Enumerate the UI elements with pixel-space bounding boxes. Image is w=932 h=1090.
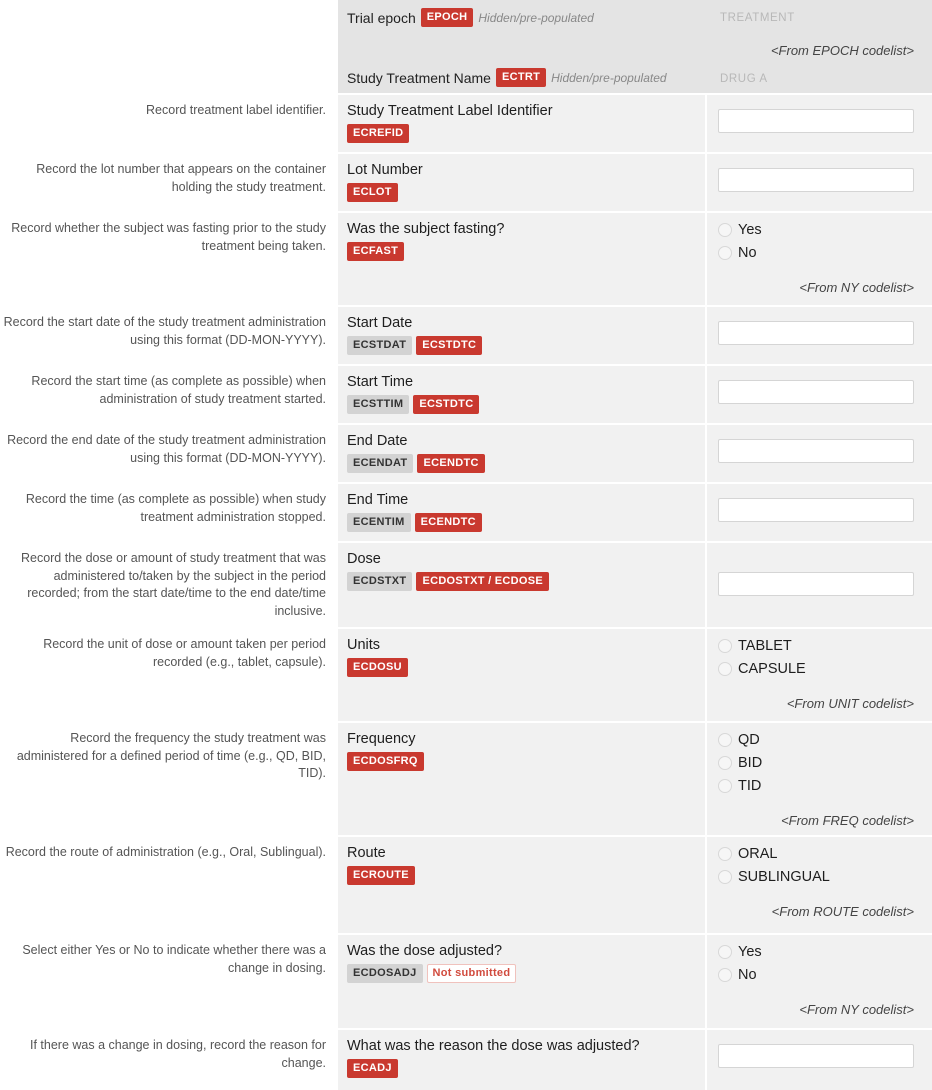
radio-option[interactable] [718, 661, 806, 677]
variable-tags [347, 336, 482, 355]
question-label: End Time [347, 492, 409, 508]
codelist-note: <From NY codelist> [799, 1002, 914, 1017]
variable-tag: ECDOSADJ [347, 964, 423, 983]
radio-button[interactable] [718, 847, 732, 861]
variable-tags [347, 183, 398, 202]
question-label: Units [347, 637, 381, 653]
variable-tag: ECREFID [347, 124, 409, 143]
variable-tag: ECADJ [347, 1059, 398, 1078]
radio-option[interactable] [718, 778, 761, 794]
radio-button[interactable] [718, 756, 732, 770]
help-text: Record whether the subject was fasting prior to the study treatment being taken. [11, 221, 326, 253]
form-row [0, 543, 932, 627]
codelist-note: <From ROUTE codelist> [771, 904, 914, 919]
row-divider [338, 482, 932, 484]
variable-tag: ECDOSTXT / ECDOSE [416, 572, 549, 591]
epoch-codelist: <From EPOCH codelist> [770, 43, 914, 58]
form-row [0, 425, 932, 482]
row-divider [338, 305, 932, 307]
epoch-value: TREATMENT [720, 12, 795, 24]
help-text: If there was a change in dosing, record the reason for change. [29, 1038, 326, 1070]
radio-button[interactable] [718, 779, 732, 793]
variable-tags [347, 513, 482, 532]
radio-option[interactable] [718, 944, 762, 960]
variable-tag: ECROUTE [347, 866, 415, 885]
radio-option-label: Yes [738, 222, 762, 238]
variable-tag: Not submitted [427, 964, 517, 983]
variable-tags [347, 242, 404, 261]
form-row [0, 154, 932, 211]
form-row [0, 95, 932, 152]
help-text: Select either Yes or No to indicate whether there was a change in dosing. [22, 943, 326, 975]
variable-tags [347, 1059, 398, 1078]
treatment-name-value: DRUG A [720, 73, 768, 85]
radio-option[interactable] [718, 245, 757, 261]
text-input[interactable] [718, 380, 914, 404]
text-input[interactable] [718, 498, 914, 522]
radio-option[interactable] [718, 638, 792, 654]
radio-button[interactable] [718, 733, 732, 747]
radio-option-label: No [738, 245, 757, 261]
radio-option-label: Yes [738, 944, 762, 960]
help-text: Record the lot number that appears on the container holding the study treatment. [36, 162, 326, 194]
variable-tag: ECSTDTC [413, 395, 479, 414]
variable-tags [347, 866, 415, 885]
row-divider [338, 1028, 932, 1030]
radio-option-label: BID [738, 755, 763, 771]
question-label: Was the dose adjusted? [347, 943, 503, 959]
variable-tags [347, 454, 485, 473]
epoch-label: Trial epoch [347, 9, 416, 26]
radio-option[interactable] [718, 869, 830, 885]
variable-tag: ECSTDTC [416, 336, 482, 355]
variable-tag: ECSTTIM [347, 395, 409, 414]
help-text: Record the start time (as complete as possible) when administration of study treatment started. [31, 374, 326, 406]
help-text: Record the start date of the study treatment administration using this format (DD-MON-YYYY). [3, 315, 326, 347]
text-input[interactable] [718, 109, 914, 133]
row-divider [338, 93, 932, 95]
row-divider [338, 627, 932, 629]
question-label: Study Treatment Label Identifier [347, 103, 553, 119]
radio-option-label: No [738, 967, 757, 983]
form-row [0, 213, 932, 305]
variable-tag: ECENDAT [347, 454, 413, 473]
help-text: Record treatment label identifier. [146, 103, 326, 117]
help-text: Record the time (as complete as possible) when study treatment administration stopped. [25, 492, 326, 524]
help-text: Record the route of administration (e.g., Oral, Sublingual). [5, 845, 326, 859]
radio-option-label: CAPSULE [738, 661, 806, 677]
form-row [0, 1030, 932, 1090]
variable-tag: ECENDTC [415, 513, 482, 532]
radio-option-label: QD [738, 732, 760, 748]
epoch-tag: EPOCH [421, 8, 474, 27]
radio-option[interactable] [718, 732, 760, 748]
row-divider [338, 835, 932, 837]
variable-tag: ECDOSFRQ [347, 752, 424, 771]
variable-tags [347, 572, 549, 591]
row-divider [338, 721, 932, 723]
radio-option[interactable] [718, 755, 762, 771]
question-label: Frequency [347, 731, 416, 747]
variable-tag: ECFAST [347, 242, 404, 261]
form-row [0, 723, 932, 835]
text-input[interactable] [718, 321, 914, 345]
radio-option[interactable] [718, 967, 757, 983]
form-row [0, 629, 932, 721]
question-label: Route [347, 845, 386, 861]
form-row [0, 837, 932, 933]
question-label: What was the reason the dose was adjusted? [347, 1038, 640, 1054]
radio-option-label: ORAL [738, 846, 778, 862]
radio-option-label: SUBLINGUAL [738, 869, 830, 885]
form-row [0, 935, 932, 1028]
text-input[interactable] [718, 572, 914, 596]
radio-option[interactable] [718, 846, 778, 862]
question-cell [338, 837, 705, 933]
variable-tag: ECSTDAT [347, 336, 412, 355]
text-input[interactable] [718, 439, 914, 463]
radio-option-label: TABLET [738, 638, 792, 654]
radio-option-label: TID [738, 778, 762, 794]
epoch-note: Hidden/pre-populated [478, 10, 594, 25]
form-row [0, 366, 932, 423]
row-divider [338, 933, 932, 935]
variable-tags [347, 658, 408, 677]
treatment-name-field [347, 68, 667, 87]
row-divider [338, 364, 932, 366]
variable-tags [347, 395, 479, 414]
codelist-note: <From UNIT codelist> [786, 696, 914, 711]
epoch-field [347, 8, 594, 27]
variable-tags [347, 964, 516, 983]
radio-button[interactable] [718, 968, 732, 982]
radio-button[interactable] [718, 662, 732, 676]
form-row [0, 307, 932, 364]
treatment-name-note: Hidden/pre-populated [551, 70, 667, 85]
help-text: Record the dose or amount of study treatment that was administered to/taken by the subject in the period recorded; from the start date/time to the end date/time inclusive. [20, 551, 326, 618]
form-row [0, 484, 932, 541]
radio-button[interactable] [718, 246, 732, 260]
question-label: Dose [347, 551, 381, 567]
help-text: Record the frequency the study treatment was administered for a defined period of time (e.g., QD, BID, TID). [16, 731, 326, 780]
radio-button[interactable] [718, 223, 732, 237]
treatment-name-label: Study Treatment Name [347, 69, 491, 86]
codelist-note: <From NY codelist> [799, 280, 914, 295]
radio-option[interactable] [718, 222, 762, 238]
question-label: Start Time [347, 374, 414, 390]
question-label: End Date [347, 433, 408, 449]
row-divider [338, 541, 932, 543]
text-input[interactable] [718, 168, 914, 192]
radio-button[interactable] [718, 945, 732, 959]
row-divider [338, 211, 932, 213]
question-label: Start Date [347, 315, 413, 331]
radio-button[interactable] [718, 870, 732, 884]
question-label: Lot Number [347, 162, 423, 178]
text-input[interactable] [718, 1044, 914, 1068]
variable-tags [347, 124, 409, 143]
variable-tag: ECDSTXT [347, 572, 412, 591]
variable-tag: ECENTIM [347, 513, 411, 532]
help-text: Record the end date of the study treatment administration using this format (DD-MON-YYYY). [7, 433, 326, 465]
codelist-note: <From FREQ codelist> [781, 813, 914, 828]
variable-tag: ECENDTC [417, 454, 484, 473]
variable-tag: ECLOT [347, 183, 398, 202]
radio-button[interactable] [718, 639, 732, 653]
row-divider [338, 423, 932, 425]
question-label: Was the subject fasting? [347, 221, 505, 237]
variable-tag: ECDOSU [347, 658, 408, 677]
row-divider [338, 152, 932, 154]
variable-tags [347, 752, 424, 771]
treatment-name-tag: ECTRT [496, 68, 546, 87]
help-text: Record the unit of dose or amount taken per period recorded (e.g., tablet, capsule). [43, 637, 326, 669]
